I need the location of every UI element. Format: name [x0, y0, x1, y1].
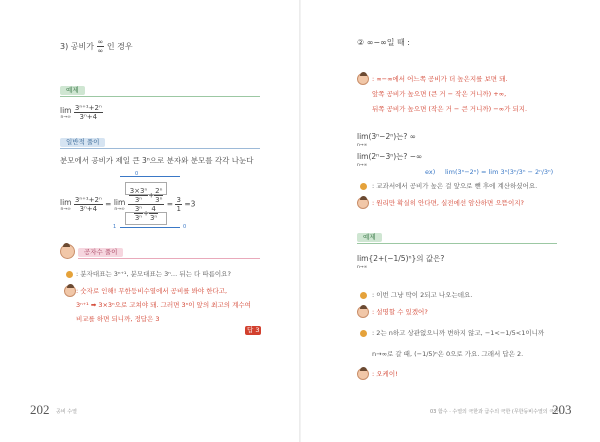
- example-divider: [60, 96, 260, 97]
- qa-line-4: n→∞로 갈 때, (−1/5)ⁿ은 0으로 가요. 그래서 답은 2.: [372, 350, 524, 358]
- page-number-left: 202: [30, 402, 50, 417]
- note-3: : 원리만 확실히 안다면, 실전에선 암산하면 으뜸이지?: [372, 199, 524, 207]
- gongja-line-2: : 숫자로 인해! 무한등비수열에서 공비를 봐야 한다고,: [76, 287, 228, 295]
- footer-right: 03 함수 · 수열의 극한과 급수의 극한 (무한등비수열의 극한): [430, 409, 561, 415]
- gongja-line-3: 3ⁿ⁺¹ ➡ 3×3ⁿ으로 고쳐야 돼. 그러면 3ⁿ이 앞의 최고의 계수여: [76, 301, 251, 309]
- limit-example-2: lim(2ⁿ−3ⁿ)는? −∞: [357, 152, 423, 161]
- student-bullet-qa-3: [360, 330, 367, 337]
- limit-sub-1: n→∞: [357, 143, 368, 148]
- complex-fraction: $\frac{\text{3×3ⁿ}}{\text{3ⁿ}}$ + $\frac{\text{2ⁿ}}{\text{3ⁿ}}$ $\frac{\text{3ⁿ}}{\text{3ⁿ}}$ + $\frac{4}{\text{3ⁿ}}$: [129, 187, 163, 222]
- denominator-box: [125, 212, 167, 225]
- qa-line-5: : 오케이!: [372, 370, 398, 378]
- qa-line-2: : 설명할 수 있겠어?: [372, 308, 428, 316]
- student-bullet-icon-right: [360, 183, 367, 190]
- limit-example-1: lim(3ⁿ−2ⁿ)는? ∞: [357, 132, 416, 141]
- section-heading: 3) 공비가 $\frac{\infty}{\infty}$ 인 경우: [60, 38, 133, 55]
- general-divider: [60, 148, 260, 149]
- page-gutter: [299, 0, 301, 442]
- example-limit: lim n→∞ $\frac{\text{3ⁿ⁺¹+2ⁿ}}{\text{3ⁿ+4}}$: [60, 104, 102, 121]
- student-bullet-icon: [66, 271, 73, 278]
- footer-left: 공비 수열: [56, 409, 77, 415]
- limit-sub-2: n→∞: [357, 163, 368, 168]
- teacher-avatar-icon-right: [357, 73, 369, 85]
- gongja-solution-tag: 공자수 풀이: [78, 248, 123, 257]
- teacher-avatar-qa-2: [357, 306, 369, 318]
- qa-line-1: : 이번 그냥 딱이 2되고 나오는데요.: [372, 291, 473, 299]
- annotation-top: 0: [135, 171, 139, 177]
- note-line-2: 앞쪽 공비가 높으면 (큰 거 − 작은 거니까) +∞,: [372, 90, 507, 98]
- ex-formula: lim(3ⁿ−2ⁿ) = lim 3ⁿ(3ⁿ/3ⁿ − 2ⁿ/3ⁿ): [445, 168, 554, 176]
- teacher-small-avatar-icon-right: [357, 197, 369, 209]
- teacher-small-avatar-icon: [64, 285, 76, 297]
- heading-fraction: $\frac{\infty}{\infty}$: [97, 38, 104, 55]
- annotation-arrow-top: [120, 176, 180, 177]
- page-number-right: 203: [552, 402, 572, 417]
- ex-label: ex): [425, 168, 436, 176]
- example-limit-sub: n→∞: [357, 265, 368, 270]
- annotation-right: 0: [183, 224, 187, 230]
- annotation-arrow-bottom: [120, 227, 180, 228]
- general-solution-tag: 일반적 풀이: [60, 138, 105, 147]
- gongja-divider: [78, 258, 260, 259]
- note-line-1: : ∞−∞에서 어느쪽 공비가 더 높은지를 보면 돼.: [372, 75, 508, 83]
- answer-badge: 답 3: [247, 326, 260, 334]
- right-heading: ② ∞−∞일 때 :: [357, 38, 410, 47]
- teacher-avatar-qa-5: [357, 368, 369, 380]
- note-line-3: 뒤쪽 공비가 높으면 (작은 거 − 큰 거니까) −∞가 되지.: [372, 105, 528, 113]
- note-2: : 교과서에서 공비가 높은 걸 앞으로 뺀 후에 계산하셨어요.: [372, 182, 538, 190]
- solution-limit: lim n→∞ $\frac{\text{3ⁿ⁺¹+2ⁿ}}{\text{3ⁿ+4}}$ = lim n→∞ $\frac{\text{3×3ⁿ}}{\text{3ⁿ}}$ + $\frac{\text{2ⁿ}}{\text{3ⁿ}}$ $\frac{\text{3ⁿ}}{\text{3ⁿ}}$ + $\frac{4}{\text{3ⁿ}}$ = $\frac{3}{1}$ =3: [60, 187, 196, 222]
- example-divider-right: [357, 243, 557, 244]
- gongja-line-4: 비교를 하면 되니까, 정답은 3: [76, 315, 160, 323]
- teacher-avatar-icon: [60, 244, 75, 259]
- gongja-line-1: : 분자대표는 3ⁿ⁺¹, 분모대표는 3ⁿ… 뒤는 다 따름이요?: [76, 270, 231, 278]
- example-tag-right: 예제: [357, 233, 382, 242]
- qa-line-3: : 2는 n하고 상관없으니까 변하지 않고, −1<−1/5<1이니까: [372, 329, 545, 337]
- example-tag: 예제: [60, 86, 85, 95]
- student-bullet-qa-1: [360, 292, 367, 299]
- annotation-left: 1: [113, 224, 117, 230]
- example-problem-right: lim{2+(−1/5)ⁿ}의 값은?: [357, 254, 445, 263]
- general-solution-text: 분모에서 공비가 제일 큰 3ⁿ으로 분자와 분모를 각각 나눈다: [60, 156, 254, 165]
